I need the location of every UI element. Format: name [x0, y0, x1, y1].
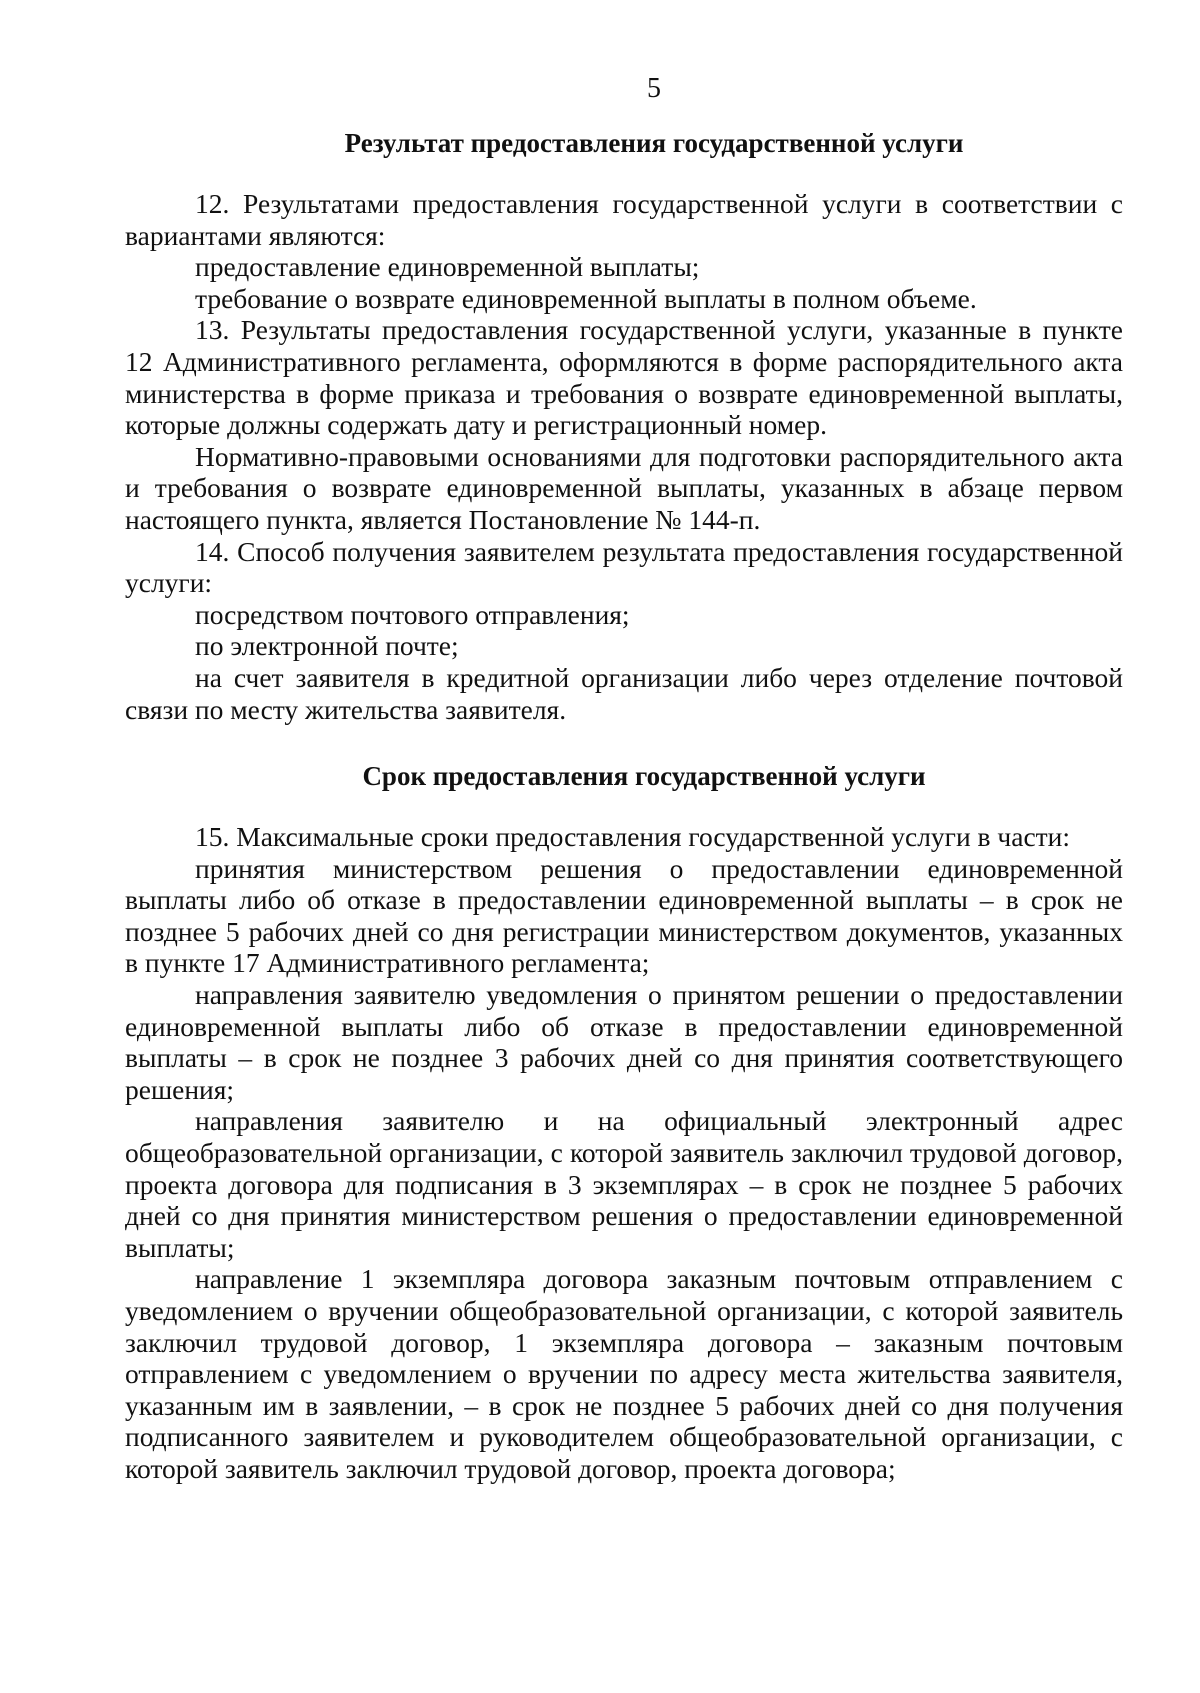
paragraph-15-item-2: направления заявителю уведомления о принятом решении о предоставлении единовременной выплаты либо об отказе в предоставлении единовременной выплаты – в срок не позднее 3 рабочих дней со дня принятия соответствующего решения; [125, 979, 1123, 1105]
paragraph-14: 14. Способ получения заявителем результата предоставления государственной услуги: [125, 535, 1123, 599]
paragraph-15-item-4: направление 1 экземпляра договора заказным почтовым отправлением с уведомлением о вручении общеобразовательной организации, с которой заявитель заключил трудовой договор, 1 экземпляра договора – заказным почтовым отправлением с уведомлением о вручении по адресу места жительства заявителя, указанным им в заявлении, – в срок не позднее 5 рабочих дней со дня получения подписанного заявителем и руководителем общеобразовательной организации, с которой заявитель заключил трудовой договор, проекта договора; [125, 1263, 1123, 1484]
paragraph-15-item-3: направления заявителю и на официальный электронный адрес общеобразовательной организации, с которой заявитель заключил трудовой договор, проекта договора для подписания в 3 экземплярах – в срок не позднее 5 рабочих дней со дня принятия министерством решения о предоставлении единовременной выплаты; [125, 1105, 1123, 1263]
paragraph-14-item-1: посредством почтового отправления; [195, 598, 630, 630]
paragraph-14-item-3: на счет заявителя в кредитной организации либо через отделение почтовой связи по месту жительства заявителя. [125, 661, 1123, 725]
paragraph-14-item-2: по электронной почте; [195, 630, 459, 662]
document-page [125, 72, 1123, 1485]
section-heading-result: Результат предоставления государственной услуги [344, 128, 964, 158]
page-number: 5 [647, 73, 661, 104]
paragraph-12-item-1: предоставление единовременной выплаты; [195, 251, 700, 283]
paragraph-15: 15. Максимальные сроки предоставления государственной услуги в части: [195, 821, 1071, 853]
section-heading-term: Срок предоставления государственной услуги [362, 761, 926, 792]
paragraph-15-item-1: принятия министерством решения о предоставлении единовременной выплаты либо об отказе в предоставлении единовременной выплаты – в срок не позднее 5 рабочих дней со дня регистрации министерством документов, указанных в пункте 17 Административного регламента; [125, 852, 1123, 979]
paragraph-13: 13. Результаты предоставления государственной услуги, указанные в пункте 12 Административного регламента, оформляются в форме распорядительного акта министерства в форме приказа и требования о возврате единовременной выплаты, которые должны содержать дату и регистрационный номер. [125, 314, 1123, 441]
paragraph-12: 12. Результатами предоставления государственной услуги в соответствии с вариантами являются: [125, 188, 1123, 251]
paragraph-12-item-2: требование о возврате единовременной выплаты в полном объеме. [195, 282, 977, 314]
paragraph-13-basis: Нормативно-правовыми основаниями для подготовки распорядительного акта и требования о возврате единовременной выплаты, указанных в абзаце первом настоящего пункта, является Постановление № 144-п. [125, 440, 1123, 535]
